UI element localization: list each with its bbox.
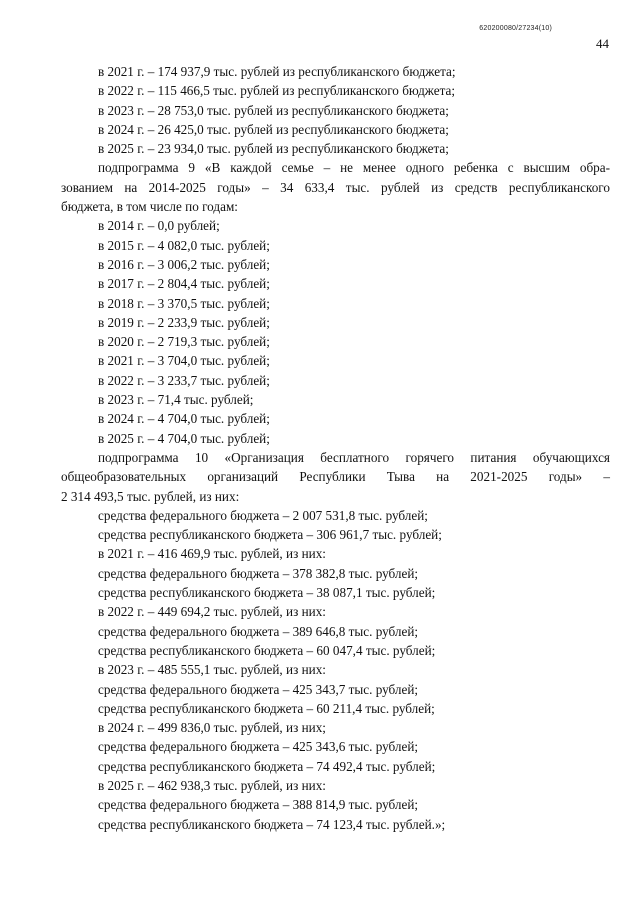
text-line: средства республиканского бюджета – 38 087,1 тыс. рублей;: [98, 585, 436, 601]
text-line: средства федерального бюджета – 425 343,6 тыс. рублей;: [98, 739, 419, 755]
text-line: средства федерального бюджета – 389 646,8 тыс. рублей;: [98, 623, 419, 639]
text-line: средства федерального бюджета – 2 007 531,8 тыс. рублей;: [98, 507, 428, 523]
text-line: средства республиканского бюджета – 74 492,4 тыс. рублей;: [98, 758, 436, 774]
text-line: в 2025 г. – 462 938,3 тыс. рублей, из них:: [98, 777, 326, 793]
text-line: средства федерального бюджета – 425 343,7 тыс. рублей;: [98, 681, 419, 697]
text-line: зованием на 2014-2025 годы» – 34 633,4 тыс. рублей из средств республиканского: [61, 179, 610, 195]
text-line: в 2018 г. – 3 370,5 тыс. рублей;: [98, 295, 270, 311]
text-line: общеобразовательных организаций Республики Тыва на 2021-2025 годы» –: [61, 469, 610, 485]
text-line: средства федерального бюджета – 388 814,9 тыс. рублей;: [98, 797, 419, 813]
text-line: в 2025 г. – 23 934,0 тыс. рублей из республиканского бюджета;: [98, 141, 449, 157]
text-line: в 2022 г. – 115 466,5 тыс. рублей из республиканского бюджета;: [98, 83, 456, 99]
text-line: в 2015 г. – 4 082,0 тыс. рублей;: [98, 237, 270, 253]
text-line: в 2024 г. – 499 836,0 тыс. рублей, из них;: [98, 720, 326, 736]
text-line: в 2024 г. – 26 425,0 тыс. рублей из республиканского бюджета;: [98, 121, 449, 137]
text-line: средства республиканского бюджета – 306 961,7 тыс. рублей;: [98, 527, 442, 543]
document-body: [61, 62, 610, 834]
text-line: в 2017 г. – 2 804,4 тыс. рублей;: [98, 276, 270, 292]
text-line: средства республиканского бюджета – 60 047,4 тыс. рублей;: [98, 642, 436, 658]
text-line: в 2023 г. – 71,4 тыс. рублей;: [98, 392, 254, 408]
text-line: бюджета, в том числе по годам:: [61, 199, 238, 215]
text-line: подпрограмма 9 «В каждой семье – не менее одного ребенка с высшим обра-: [98, 160, 610, 176]
text-line: в 2021 г. – 3 704,0 тыс. рублей;: [98, 353, 270, 369]
text-line: в 2024 г. – 4 704,0 тыс. рублей;: [98, 411, 270, 427]
text-line: в 2014 г. – 0,0 рублей;: [98, 218, 220, 234]
text-line: в 2023 г. – 485 555,1 тыс. рублей, из них:: [98, 662, 326, 678]
text-line: в 2025 г. – 4 704,0 тыс. рублей;: [98, 430, 270, 446]
text-line: в 2016 г. – 3 006,2 тыс. рублей;: [98, 256, 270, 272]
page-number: 44: [596, 36, 609, 51]
text-line: в 2021 г. – 416 469,9 тыс. рублей, из них:: [98, 546, 326, 562]
text-line: в 2020 г. – 2 719,3 тыс. рублей;: [98, 334, 270, 350]
text-line: средства федерального бюджета – 378 382,8 тыс. рублей;: [98, 565, 419, 581]
text-line: в 2019 г. – 2 233,9 тыс. рублей;: [98, 314, 270, 330]
text-line: в 2022 г. – 449 694,2 тыс. рублей, из них:: [98, 604, 326, 620]
text-line: средства республиканского бюджета – 60 211,4 тыс. рублей;: [98, 700, 435, 716]
text-line: в 2022 г. – 3 233,7 тыс. рублей;: [98, 372, 270, 388]
text-line: в 2023 г. – 28 753,0 тыс. рублей из республиканского бюджета;: [98, 102, 449, 118]
text-line: средства республиканского бюджета – 74 123,4 тыс. рублей.»;: [98, 816, 446, 832]
document-id: 620200080/27234(10): [479, 25, 552, 32]
text-line: подпрограмма 10 «Организация бесплатного горячего питания обучающихся: [98, 449, 610, 465]
text-line: в 2021 г. – 174 937,9 тыс. рублей из республиканского бюджета;: [98, 64, 456, 79]
text-line: 2 314 493,5 тыс. рублей, из них:: [61, 488, 240, 504]
